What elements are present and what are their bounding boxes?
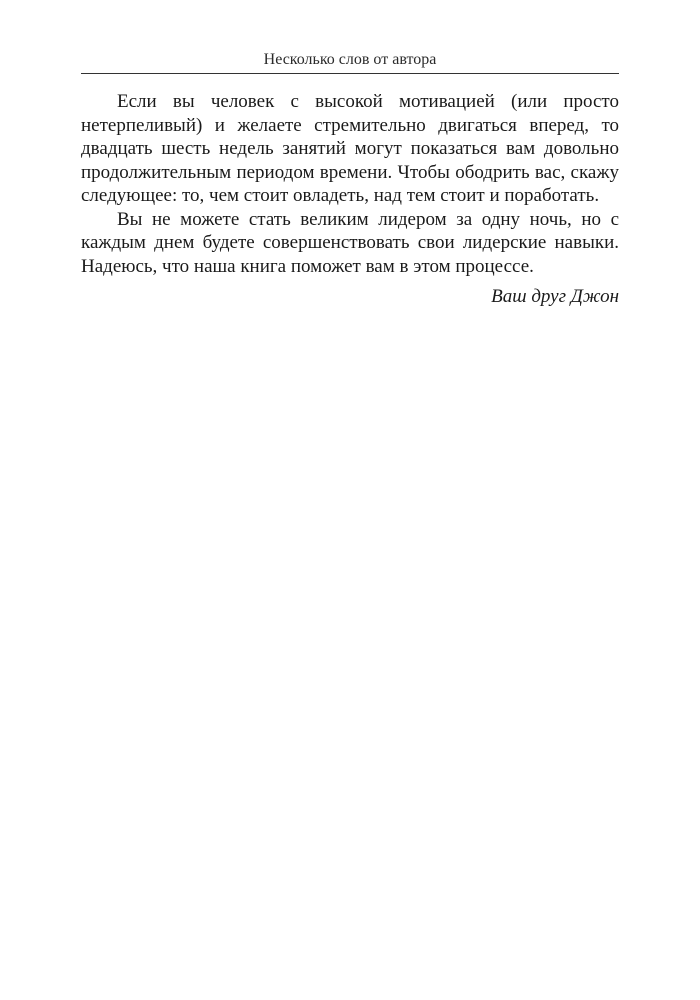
- paragraph-2: Вы не можете стать великим лидером за одну ночь, но с каждым днем будете совершенствовать свои лидерские навыки. Надеюсь, что наша книга поможет вам в этом процессе.: [81, 208, 619, 277]
- book-page: [81, 50, 619, 309]
- paragraph-1: Если вы человек с высокой мотивацией (или просто нетерпеливый) и желаете стремительно двигаться вперед, то двадцать шесть недель занятий могут показаться вам довольно продолжительным периодом времени. Чтобы ободрить вас, скажу следующее: то, чем стоит овладеть, над тем стоит и поработать.: [81, 91, 619, 206]
- running-header: Несколько слов от автора: [81, 50, 619, 74]
- author-signature: Ваш друг Джон: [491, 286, 619, 307]
- body-text: [81, 90, 619, 309]
